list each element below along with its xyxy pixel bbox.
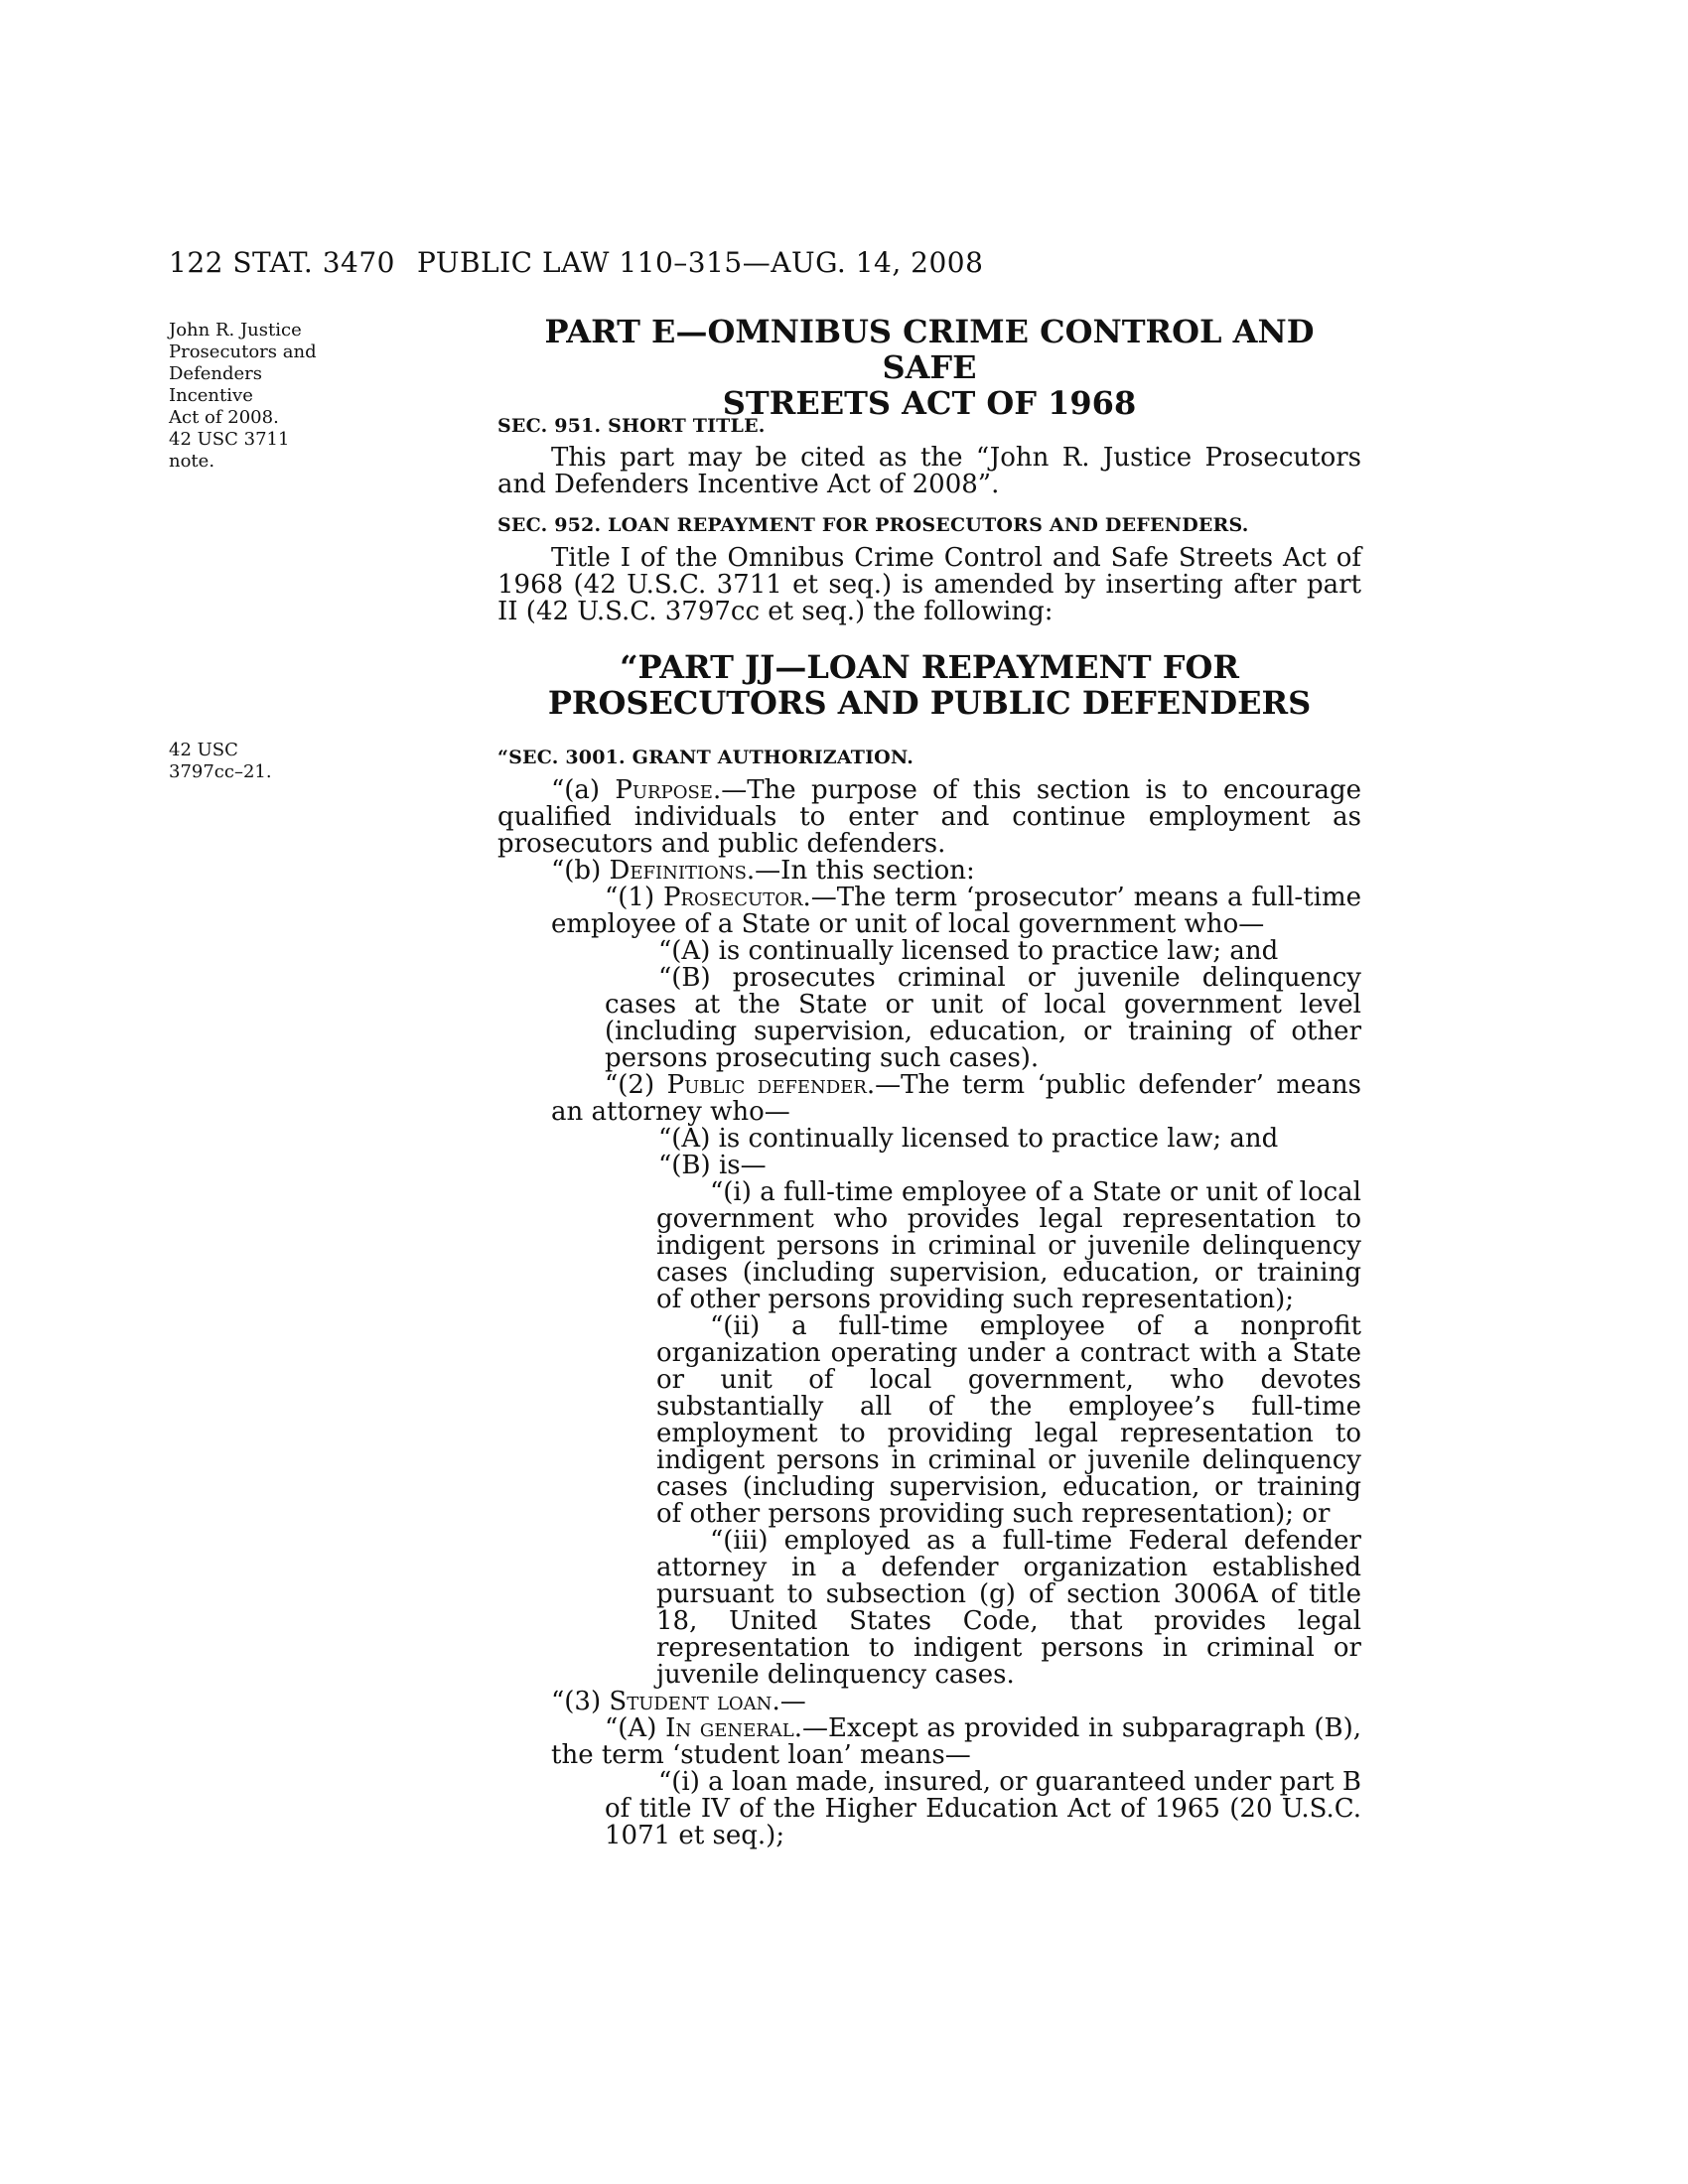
clause-b2Biii: “(iii) employed as a full-time Federal defender attorney in a defender organization established pursuant to subsection (g) of section 3006A of title 18, United States Code, that provides legal representation to indigent persons in criminal or juvenile delinquency cases. <box>656 1526 1361 1690</box>
paragraph-b2-label: “(2) <box>605 1070 667 1100</box>
margin-note-line: 3797cc–21. <box>169 761 272 782</box>
paragraph-b1-label: “(1) <box>605 883 663 912</box>
sec-951-text: This part may be cited as the “John R. Justice Prosecutors and Defenders Incentive Act of 2008”. <box>497 443 1361 499</box>
subsection-b <box>497 858 1361 885</box>
part-jj-heading <box>497 649 1361 721</box>
subsection-a <box>497 777 1361 858</box>
margin-note-line: Defenders <box>169 363 263 384</box>
public-law-citation: PUBLIC LAW 110–315—AUG. 14, 2008 <box>417 246 984 279</box>
sec-952-body <box>497 545 1361 625</box>
paragraph-b3-label: “(3) <box>551 1687 610 1716</box>
paragraph-b1-text: .—The term ‘prosecutor’ means a full-time employee of a State or unit of local government who— <box>551 883 1361 939</box>
part-jj-heading-line: PROSECUTORS AND PUBLIC DEFENDERS <box>547 684 1312 722</box>
clause-b3Ai: “(i) a loan made, insured, or guaranteed under part B of title IV of the Higher Education Act of 1965 (20 U.S.C. 1071 et seq.); <box>605 1767 1361 1850</box>
subsection-b-title: Definitions <box>609 856 747 886</box>
margin-note-line: 42 USC <box>169 740 238 760</box>
paragraph-b3-title: Student loan <box>609 1687 773 1716</box>
subparagraph-b1A: “(A) is continually licensed to practice law; and <box>658 936 1279 966</box>
sec-952-heading: SEC. 952. LOAN REPAYMENT FOR PROSECUTORS AND DEFENDERS. <box>497 514 1249 536</box>
margin-note-line: 42 USC 3711 <box>169 429 290 450</box>
part-e-heading-line: PART E—OMNIBUS CRIME CONTROL AND SAFE <box>544 313 1315 386</box>
paragraph-b2-title: Public defender <box>666 1070 867 1100</box>
margin-note-short-title <box>169 320 318 473</box>
margin-note-usc <box>169 740 318 783</box>
paragraph-b1 <box>497 885 1361 938</box>
subparagraph-b3A-title: In general <box>665 1713 794 1743</box>
subsection-b-label: “(b) <box>551 856 610 886</box>
margin-note-line: Incentive <box>169 385 253 406</box>
subsection-b-text: .—In this section: <box>746 856 975 886</box>
subparagraph-b2A: “(A) is continually licensed to practice law; and <box>658 1124 1279 1154</box>
part-e-heading <box>497 314 1361 421</box>
margin-note-line: Prosecutors and <box>169 341 317 362</box>
paragraph-b2-text: .—The term ‘public defender’ means an attorney who— <box>551 1070 1361 1127</box>
sec-951-body <box>497 445 1361 498</box>
paragraph-b3-text: .— <box>772 1687 806 1716</box>
subsection-a-text: .—The purpose of this section is to encourage qualified individuals to enter and continue employment as prosecutors and public defenders. <box>497 775 1361 859</box>
paragraph-b2 <box>497 1072 1361 1126</box>
sec-951-heading: SEC. 951. SHORT TITLE. <box>497 415 766 437</box>
clause-b2Bii: “(ii) a full-time employee of a nonprofit organization operating under a contract with a State or unit of local government, who devotes substantially all of the employee’s full-time employment to providing legal representation to indigent persons in criminal or juvenile delinquency cases (including supervision, education, or training of other persons providing such representation); or <box>656 1311 1361 1529</box>
paragraph-b3 <box>497 1689 1361 1715</box>
subparagraph-b2B: “(B) is— <box>658 1151 767 1180</box>
subparagraph-b3A <box>497 1715 1361 1769</box>
subparagraph-b1B: “(B) prosecutes criminal or juvenile delinquency cases at the State or unit of local government level (including supervision, education, or training of other persons prosecuting such cases). <box>605 963 1361 1073</box>
margin-note-line: Act of 2008. <box>169 407 279 428</box>
subsection-a-title: Purpose <box>615 775 713 805</box>
part-e-heading-line: STREETS ACT OF 1968 <box>722 384 1137 422</box>
subparagraph-b3A-text: .—Except as provided in subparagraph (B), the term ‘student loan’ means— <box>551 1713 1361 1770</box>
sec-3001-body <box>497 777 1361 1849</box>
part-jj-heading-line: “PART JJ—LOAN REPAYMENT FOR <box>620 648 1239 686</box>
sec-3001-heading: “SEC. 3001. GRANT AUTHORIZATION. <box>497 747 914 768</box>
clause-b2Bi: “(i) a full-time employee of a State or unit of local government who provides legal representation to indigent persons in criminal or juvenile delinquency cases (including supervision, education, or training of other persons providing such representation); <box>656 1177 1361 1314</box>
sec-952-text: Title I of the Omnibus Crime Control and Safe Streets Act of 1968 (42 U.S.C. 3711 et seq.) is amended by inserting after part II (42 U.S.C. 3797cc et seq.) the following: <box>497 543 1361 626</box>
margin-note-line: John R. Justice <box>169 320 302 341</box>
paragraph-b1-title: Prosecutor <box>662 883 803 912</box>
margin-note-line: note. <box>169 451 215 472</box>
subparagraph-b3A-label: “(A) <box>605 1713 666 1743</box>
subsection-a-label: “(a) <box>551 775 616 805</box>
stat-page-number: 122 STAT. 3470 <box>169 246 395 279</box>
